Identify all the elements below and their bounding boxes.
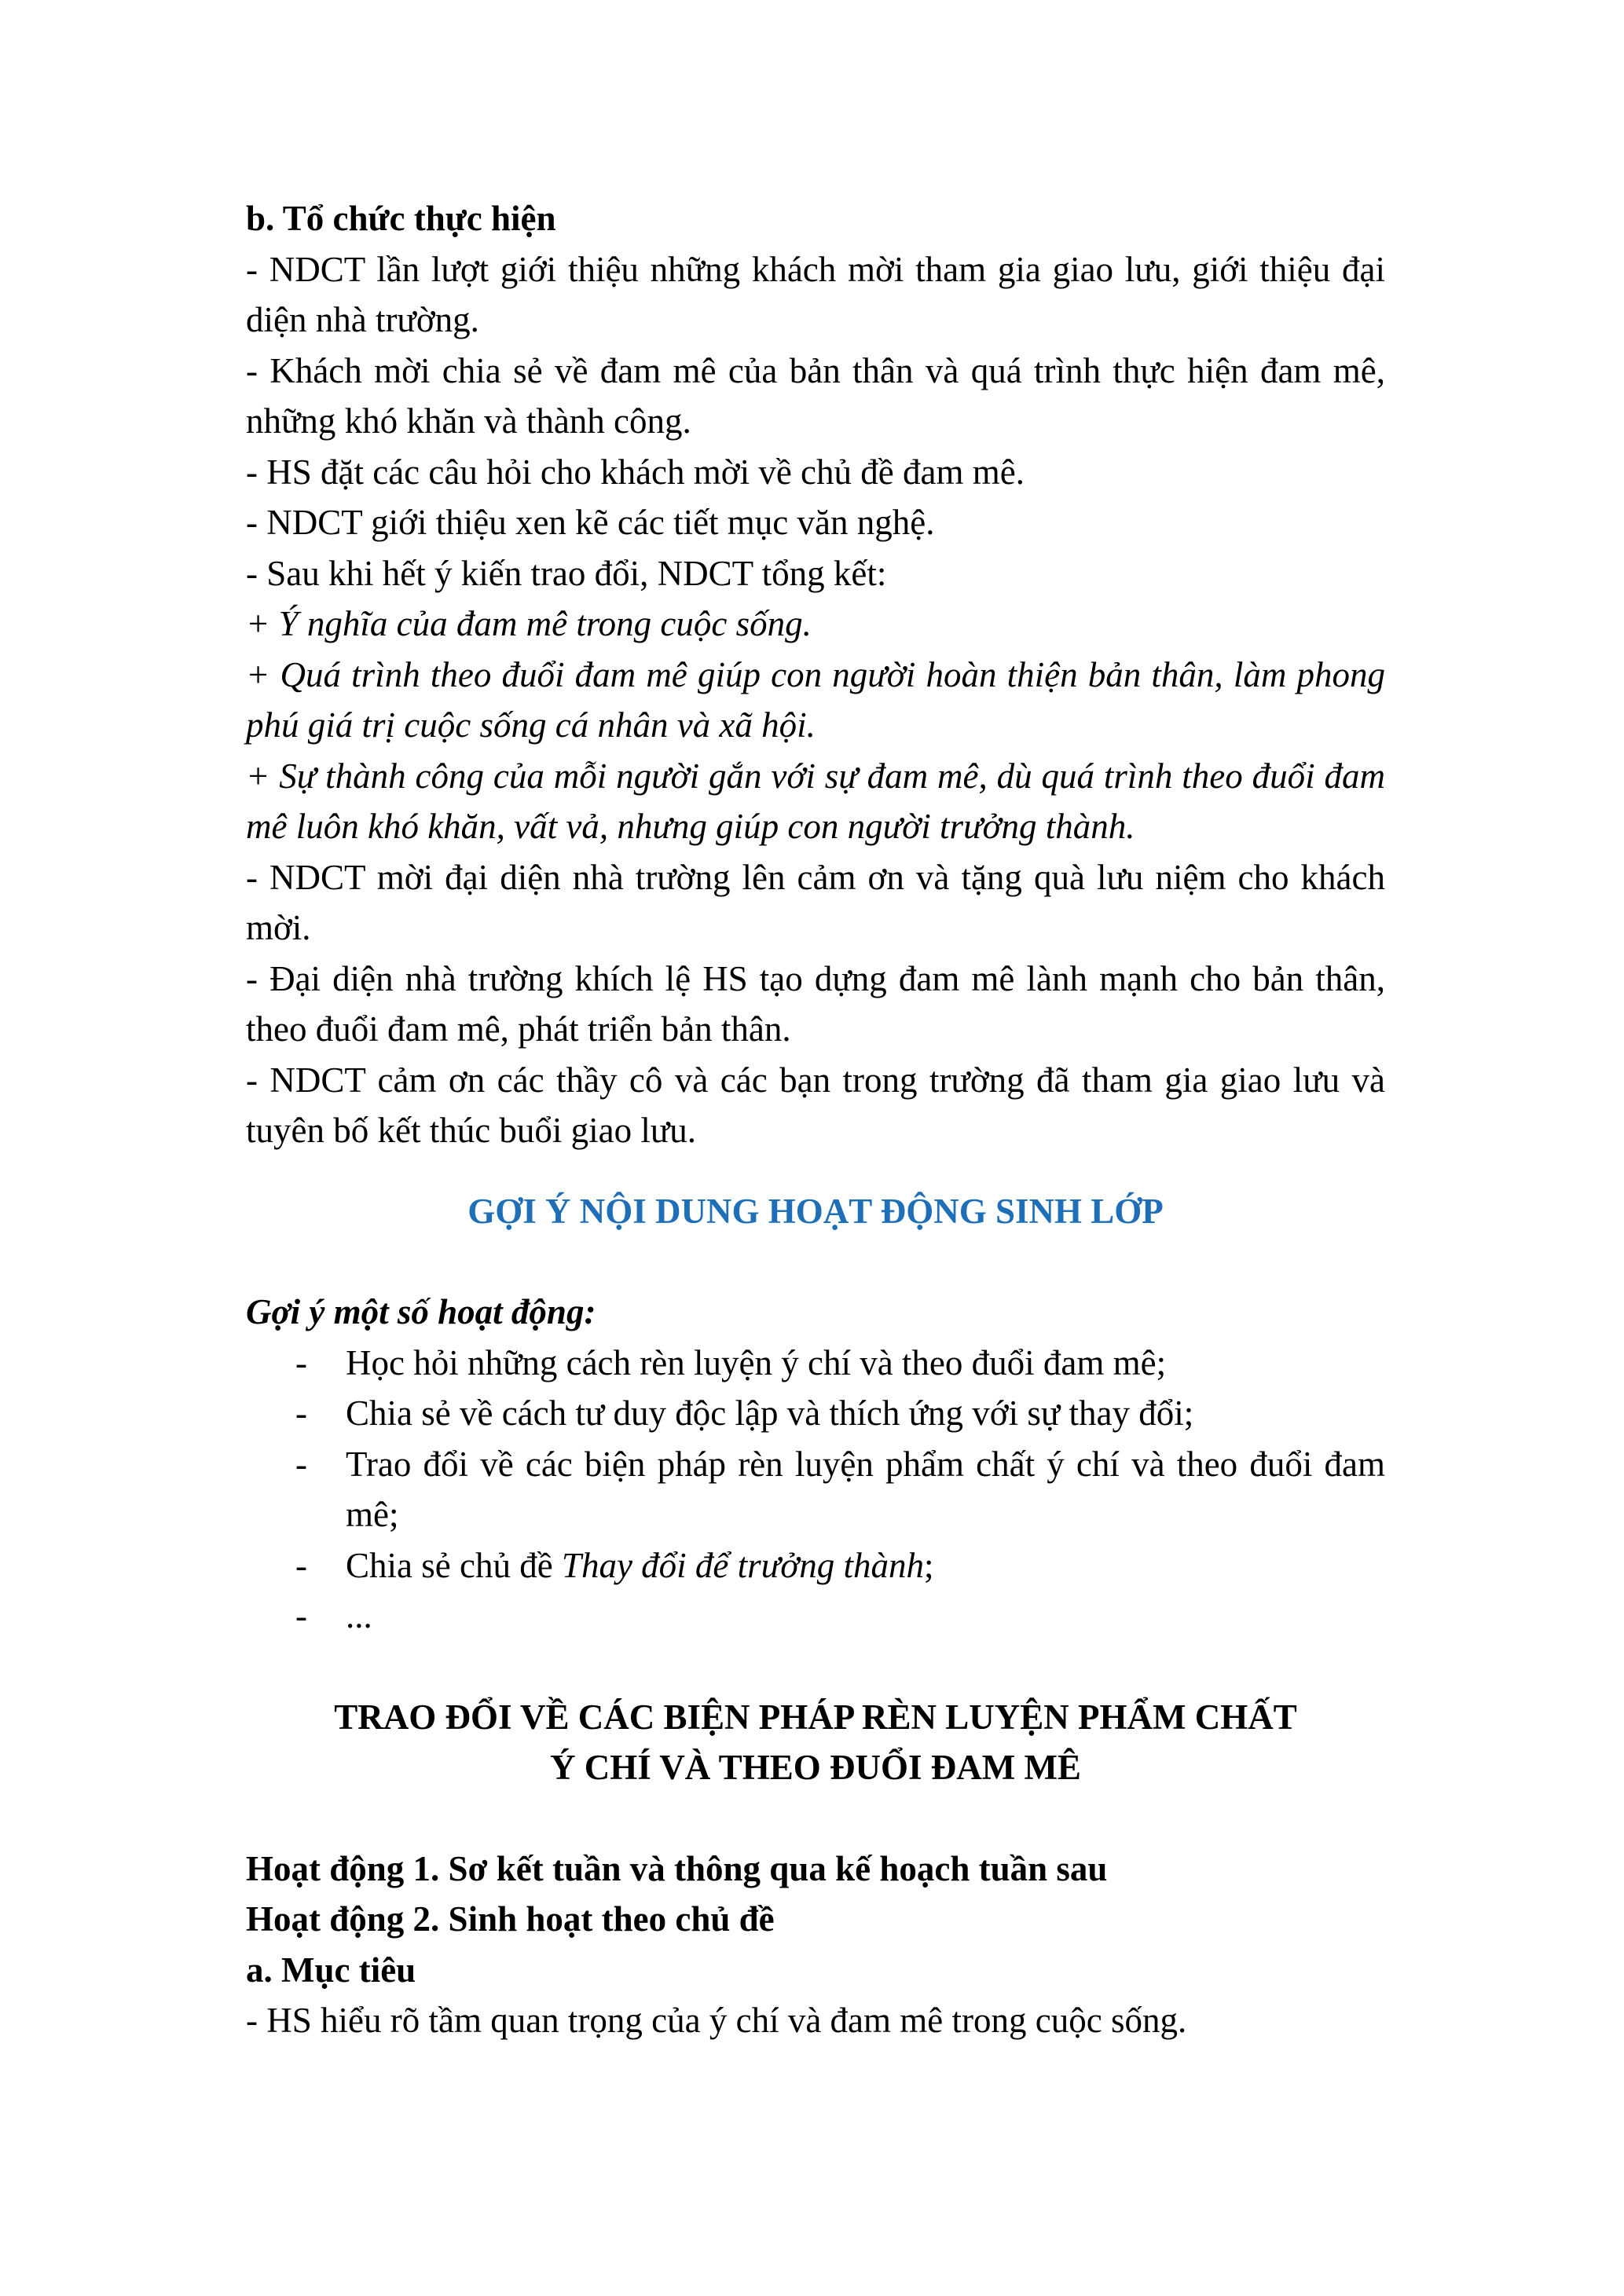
list-item [246,1439,1385,1540]
suggest-list [246,1338,1385,1642]
dash-marker: - [295,1342,307,1382]
list-item-suffix: ; [923,1545,934,1585]
section-b-line: - NDCT giới thiệu xen kẽ các tiết mục văn nghệ. [246,503,935,542]
section-b-line: - HS đặt các câu hỏi cho khách mời về chủ đề đam mê. [246,452,1025,492]
dash-marker: - [295,1444,307,1484]
section-b-line: - Sau khi hết ý kiến trao đổi, NDCT tổng kết: [246,553,887,593]
topic-title: Thay đổi để trưởng thành [561,1545,924,1585]
section-b-title: b. Tổ chức thực hiện [246,199,556,238]
list-item-text: Học hỏi những cách rèn luyện ý chí và theo đuổi đam mê; [346,1342,1167,1382]
list-item-text: ... [346,1596,372,1635]
list-item-text: Trao đổi về các biện pháp rèn luyện phẩm chất ý chí và theo đuổi đam mê; [346,1444,1385,1534]
section-b-line: - NDCT lần lượt giới thiệu những khách mời tham gia giao lưu, giới thiệu đại diện nhà trường. [246,249,1385,339]
dash-marker: - [295,1545,307,1585]
list-item [246,1338,1385,1389]
section-b-line: - Khách mời chia sẻ về đam mê của bản thân và quá trình thực hiện đam mê, những khó khăn và thành công. [246,350,1385,441]
suggest-subheading: Gợi ý một số hoạt động: [246,1292,596,1331]
exchange-heading-line: TRAO ĐỔI VỀ CÁC BIỆN PHÁP RÈN LUYỆN PHẨM CHẤT [334,1697,1297,1737]
list-item [246,1540,1385,1591]
summary-point: + Quá trình theo đuổi đam mê giúp con người hoàn thiện bản thân, làm phong phú giá trị cuộc sống cá nhân và xã hội. [246,654,1385,745]
exchange-heading [246,1692,1385,1793]
closing-line: - Đại diện nhà trường khích lệ HS tạo dựng đam mê lành mạnh cho bản thân, theo đuổi đam mê, phát triển bản thân. [246,958,1385,1049]
closing-line: - NDCT mời đại diện nhà trường lên cảm ơn và tặng quà lưu niệm cho khách mời. [246,857,1385,947]
summary-point: + Sự thành công của mỗi người gắn với sự đam mê, dù quá trình theo đuổi đam mê luôn khó khăn, vất vả, nhưng giúp con người trưởng thành. [246,756,1385,846]
document-page [246,193,1385,2046]
list-item-text: Chia sẻ về cách tư duy độc lập và thích ứng với sự thay đổi; [346,1393,1194,1433]
dash-marker: - [295,1393,307,1433]
summary-point: + Ý nghĩa của đam mê trong cuộc sống. [246,604,812,643]
activity-2-title: Hoạt động 2. Sinh hoạt theo chủ đề [246,1899,775,1939]
list-item [246,1591,1385,1642]
closing-line: - NDCT cảm ơn các thầy cô và các bạn trong trường đã tham gia giao lưu và tuyên bố kết thúc buổi giao lưu. [246,1060,1385,1150]
goal-line: - HS hiểu rõ tầm quan trọng của ý chí và đam mê trong cuộc sống. [246,2001,1187,2040]
dash-marker: - [295,1596,307,1635]
exchange-heading-line: Ý CHÍ VÀ THEO ĐUỔI ĐAM MÊ [550,1748,1081,1787]
goal-title: a. Mục tiêu [246,1950,416,1990]
list-item [246,1388,1385,1439]
activity-1-title: Hoạt động 1. Sơ kết tuần và thông qua kế hoạch tuần sau [246,1848,1108,1888]
suggest-heading: GỢI Ý NỘI DUNG HOẠT ĐỘNG SINH LỚP [467,1191,1164,1231]
list-item-text: Chia sẻ chủ đề [346,1545,562,1585]
